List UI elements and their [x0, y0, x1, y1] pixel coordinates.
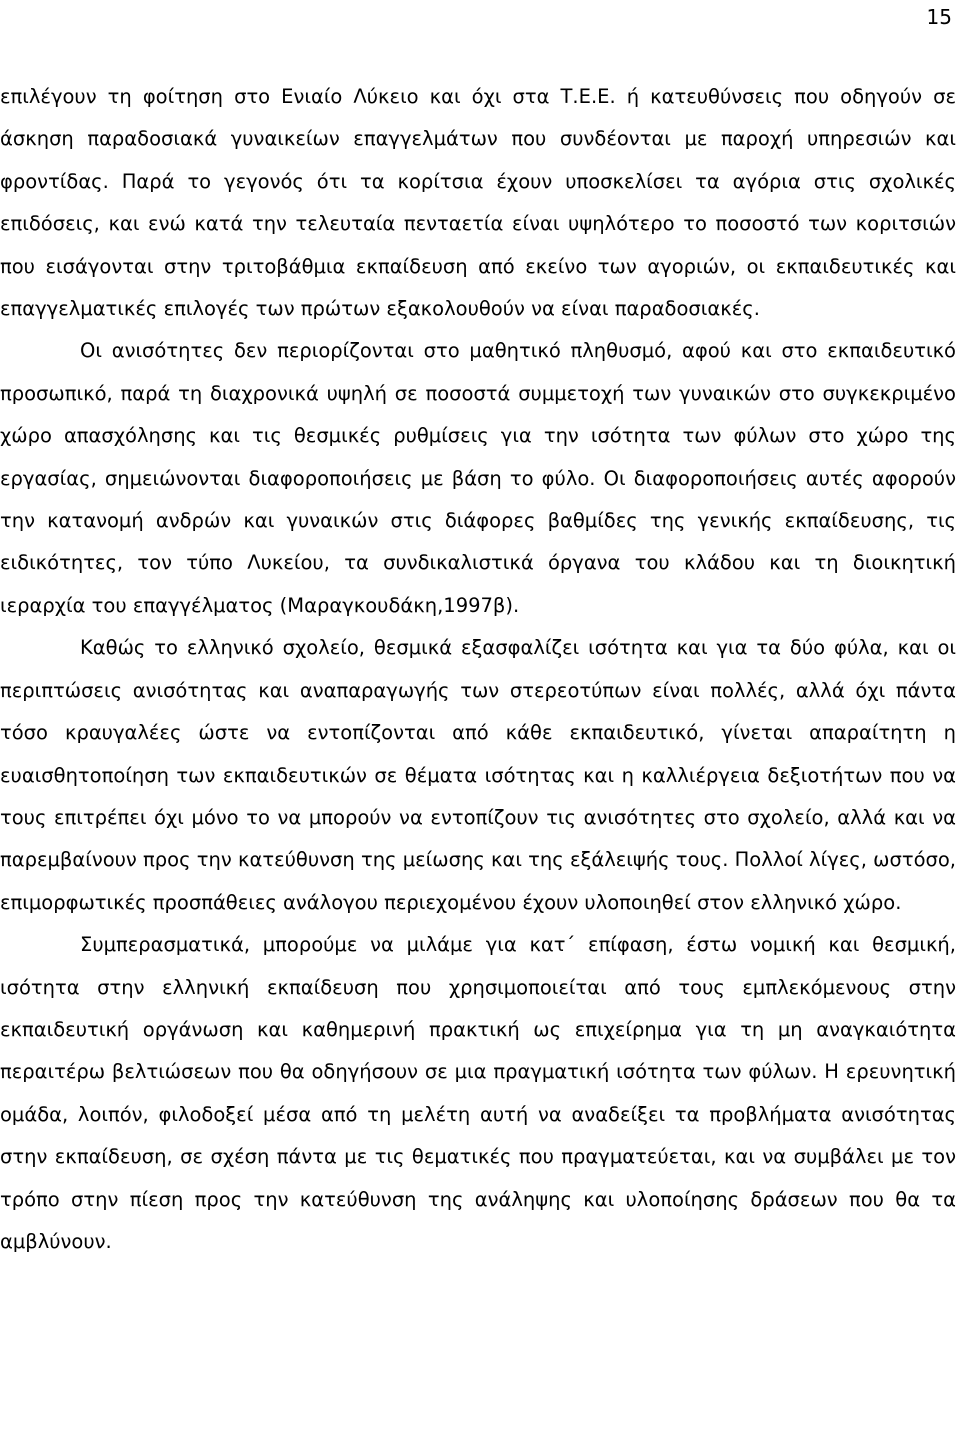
document-body — [0, 76, 956, 1263]
paragraph-inequalities: Οι ανισότητες δεν περιορίζονται στο μαθητικό πληθυσμό, αφού και στο εκπαιδευτικό προσωπικό, παρά τη διαχρονικά υψηλή σε ποσοστά συμμετοχή των γυναικών στο συγκεκριμένο χώρο απασχόλησης και τις θεσμικές ρυθμίσεις για την ισότητα των φύλων στο χώρο της εργασίας, σημειώνονται διαφοροποιήσεις με βάση το φύλο. Οι διαφοροποιήσεις αυτές αφορούν την κατανομή ανδρών και γυναικών στις διάφορες βαθμίδες της γενικής εκπαίδευσης, τις ειδικότητες, τον τύπο Λυκείου, τα συνδικαλιστικά όργανα του κλάδου και τη διοικητική ιεραρχία του επαγγέλματος (Μαραγκουδάκη,1997β). — [0, 339, 956, 617]
paragraph-conclusion: Συμπερασματικά, μπορούμε να μιλάμε για κατ΄ επίφαση, έστω νομική και θεσμική, ισότητα στην ελληνική εκπαίδευση που χρησιμοποιείται από τους εμπλεκόμενους στην εκπαιδευτική οργάνωση και καθημερινή πρακτική ως επιχείρημα για τη μη αναγκαιότητα περαιτέρω βελτιώσεων που θα οδηγήσουν σε μια πραγματική ισότητα των φύλων. Η ερευνητική ομάδα, λοιπόν, φιλοδοξεί μέσα από τη μελέτη αυτή να αναδείξει τα προβλήματα ανισότητας στην εκπαίδευση, σε σχέση πάντα με τις θεματικές που πραγματεύεται, και να συμβάλει με τον τρόπο στην πίεση προς την κατεύθυνση της ανάληψης και υλοποίησης δράσεων που θα τα αμβλύνουν. — [0, 933, 956, 1253]
paragraph-continuation: επιλέγουν τη φοίτηση στο Ενιαίο Λύκειο και όχι στα Τ.Ε.Ε. ή κατευθύνσεις που οδηγούν σε άσκηση παραδοσιακά γυναικείων επαγγελμάτων που συνδέονται με παροχή υπηρεσιών και φροντίδας. Παρά το γεγονός ότι τα κορίτσια έχουν υποσκελίσει τα αγόρια στις σχολικές επιδόσεις, και ενώ κατά την τελευταία πενταετία είναι υψηλότερο το ποσοστό των κοριτσιών που εισάγονται στην τριτοβάθμια εκπαίδευση από εκείνο των αγοριών, οι εκπαιδευτικές και επαγγελματικές επιλογές των πρώτων εξακολουθούν να είναι παραδοσιακές. — [0, 85, 956, 321]
page-number: 15 — [926, 5, 952, 29]
paragraph-greek-school: Καθώς το ελληνικό σχολείο, θεσμικά εξασφαλίζει ισότητα και για τα δύο φύλα, και οι περιπτώσεις ανισότητας και αναπαραγωγής των στερεοτύπων είναι πολλές, αλλά όχι πάντα τόσο κραυγαλέες ώστε να εντοπίζονται από κάθε εκπαιδευτικό, γίνεται απαραίτητη η ευαισθητοποίηση των εκπαιδευτικών σε θέματα ισότητας και η καλλιέργεια δεξιοτήτων που να τους επιτρέπει όχι μόνο το να μπορούν να εντοπίζουν τις ανισότητες στο σχολείο, αλλά και να παρεμβαίνουν προς την κατεύθυνση της μείωσης και της εξάλειψής τους. Πολλοί λίγες, ωστόσο, επιμορφωτικές προσπάθειες ανάλογου περιεχομένου έχουν υλοποιηθεί στον ελληνικό χώρο. — [0, 636, 956, 914]
